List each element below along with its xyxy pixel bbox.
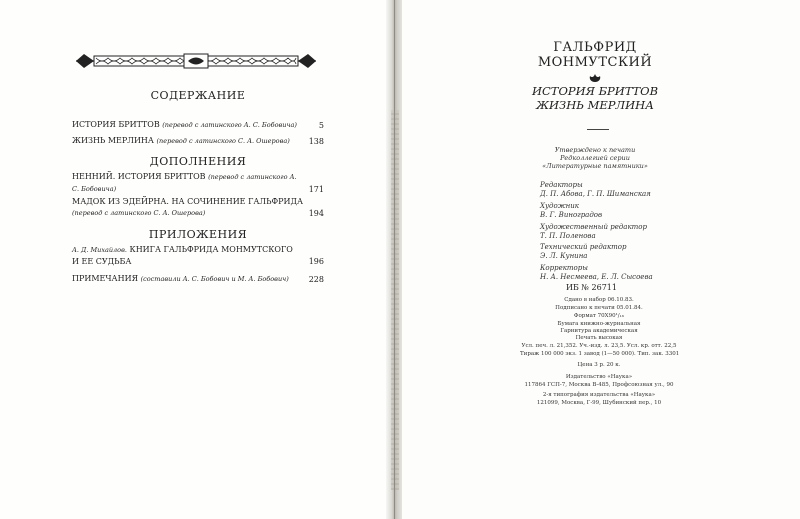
toc-entry: [72, 171, 324, 195]
toc-entry-note: (перевод с латинского А. С. Бобовича): [72, 173, 297, 193]
toc-entry-note: (перевод с латинского С. А. Ошерова): [72, 209, 206, 217]
credit-names: В. Г. Виноградов: [540, 211, 603, 219]
imprint-line: Гарнитура академическая: [560, 328, 638, 334]
approval-line: Редколлегией серии: [560, 154, 630, 162]
author-name-line2: МОНМУТСКИЙ: [537, 55, 653, 70]
toc-entry-page: 138: [308, 137, 324, 146]
approval-line: Утверждено к печати: [554, 146, 636, 154]
toc-entry-page: 5: [318, 121, 324, 130]
toc-entry-page: 196: [308, 257, 324, 266]
imprint-line: 2-я типография издательства «Наука»: [542, 392, 656, 398]
toc-entry: [72, 135, 324, 147]
toc-entry-author: А. Д. Михайлов.: [72, 246, 127, 254]
toc-entry: [72, 196, 324, 219]
toc-entry-title: ИСТОРИЯ БРИТТОВ: [72, 120, 160, 129]
imprint-line: 121099, Москва, Г-99, Шубинский пер., 10: [536, 400, 662, 406]
imprint-line: Формат 70X90¹/₁₆: [573, 313, 625, 319]
approval-line: «Литературные памятники»: [542, 162, 648, 170]
toc-entry-note: (перевод с латинского С. А. Ошерова): [156, 137, 290, 145]
toc-entry-title: КНИГА ГАЛЬФРИДА МОНМУТСКОГО И ЕЕ СУДЬБА: [72, 245, 293, 266]
contents-page: [0, 0, 390, 519]
price-line: Цена 3 р. 20 к.: [577, 362, 621, 368]
divider-rule: [587, 129, 609, 130]
toc-entry-title: НЕННИЙ. ИСТОРИЯ БРИТТОВ: [72, 172, 206, 181]
imprint-line: Подписано к печати 05.01.84.: [555, 305, 643, 311]
toc-entry-note: (составили А. С. Бобович и М. А. Бобович): [140, 275, 289, 283]
toc-entry-title: ЖИЗНЬ МЕРЛИНА: [72, 136, 154, 145]
binding-texture: [391, 110, 399, 490]
work-title-2: ЖИЗНЬ МЕРЛИНА: [536, 98, 654, 112]
appendices-title: ПРИЛОЖЕНИЯ: [148, 228, 248, 241]
imprint-line: 117864 ГСП-7, Москва В-485, Профсоюзная ул., 90: [524, 382, 674, 388]
imprint-line: Бумага книжно-журнальная: [557, 321, 641, 327]
credit-role: Технический редактор: [540, 243, 627, 251]
credit-names: Д. П. Абова, Г. П. Шиманская: [540, 190, 651, 198]
toc-entry-title: ПРИМЕЧАНИЯ: [72, 274, 139, 283]
imprint-line: Тираж 100 000 экз. 1 завод (1—50 000). Тип. зак. 3301: [520, 351, 680, 357]
toc-entry-page: 171: [308, 185, 324, 194]
toc-entry: [72, 119, 324, 131]
imprint-line: Издательство «Наука»: [565, 374, 633, 380]
credit-role: Художник: [540, 202, 579, 210]
supplements-title: ДОПОЛНЕНИЯ: [149, 155, 247, 168]
toc-entry: [72, 244, 324, 267]
toc-title: СОДЕРЖАНИЕ: [150, 89, 246, 102]
credit-role: Художественный редактор: [540, 223, 647, 231]
work-title-1: ИСТОРИЯ БРИТТОВ: [531, 84, 659, 98]
toc-entry: [72, 273, 324, 285]
credit-role: Редакторы: [540, 181, 583, 189]
imprint-line: Сдано в набор 06.10.83.: [564, 297, 634, 303]
toc-entry-note: (перевод с латинского А. С. Бобовича): [162, 121, 297, 129]
credit-names: Т. П. Поленова: [540, 232, 596, 240]
ornamental-headpiece: [72, 49, 320, 73]
credit-names: Э. Л. Кунина: [540, 252, 588, 260]
imprint-line: Печать высокая: [575, 335, 623, 341]
toc-entry-title: МАДОК ИЗ ЭДЕЙРНА. НА СОЧИНЕНИЕ ГАЛЬФРИДА: [72, 197, 304, 206]
toc-entry-page: 228: [308, 275, 324, 284]
credit-role: Корректоры: [540, 264, 588, 272]
credit-names: Н. А. Несмеева, Е. Л. Сысоева: [540, 273, 653, 281]
ib-number: ИБ № 26711: [566, 283, 617, 292]
fleuron-icon: [588, 73, 602, 83]
imprint-line: Усл. печ. л. 21,352. Уч.-изд. л. 23,5. Усл. кр. отт. 22,5: [521, 343, 677, 349]
book-spine-line: [394, 0, 395, 519]
toc-entry-page: 194: [308, 209, 324, 218]
author-name-line1: ГАЛЬФРИД: [553, 40, 637, 55]
